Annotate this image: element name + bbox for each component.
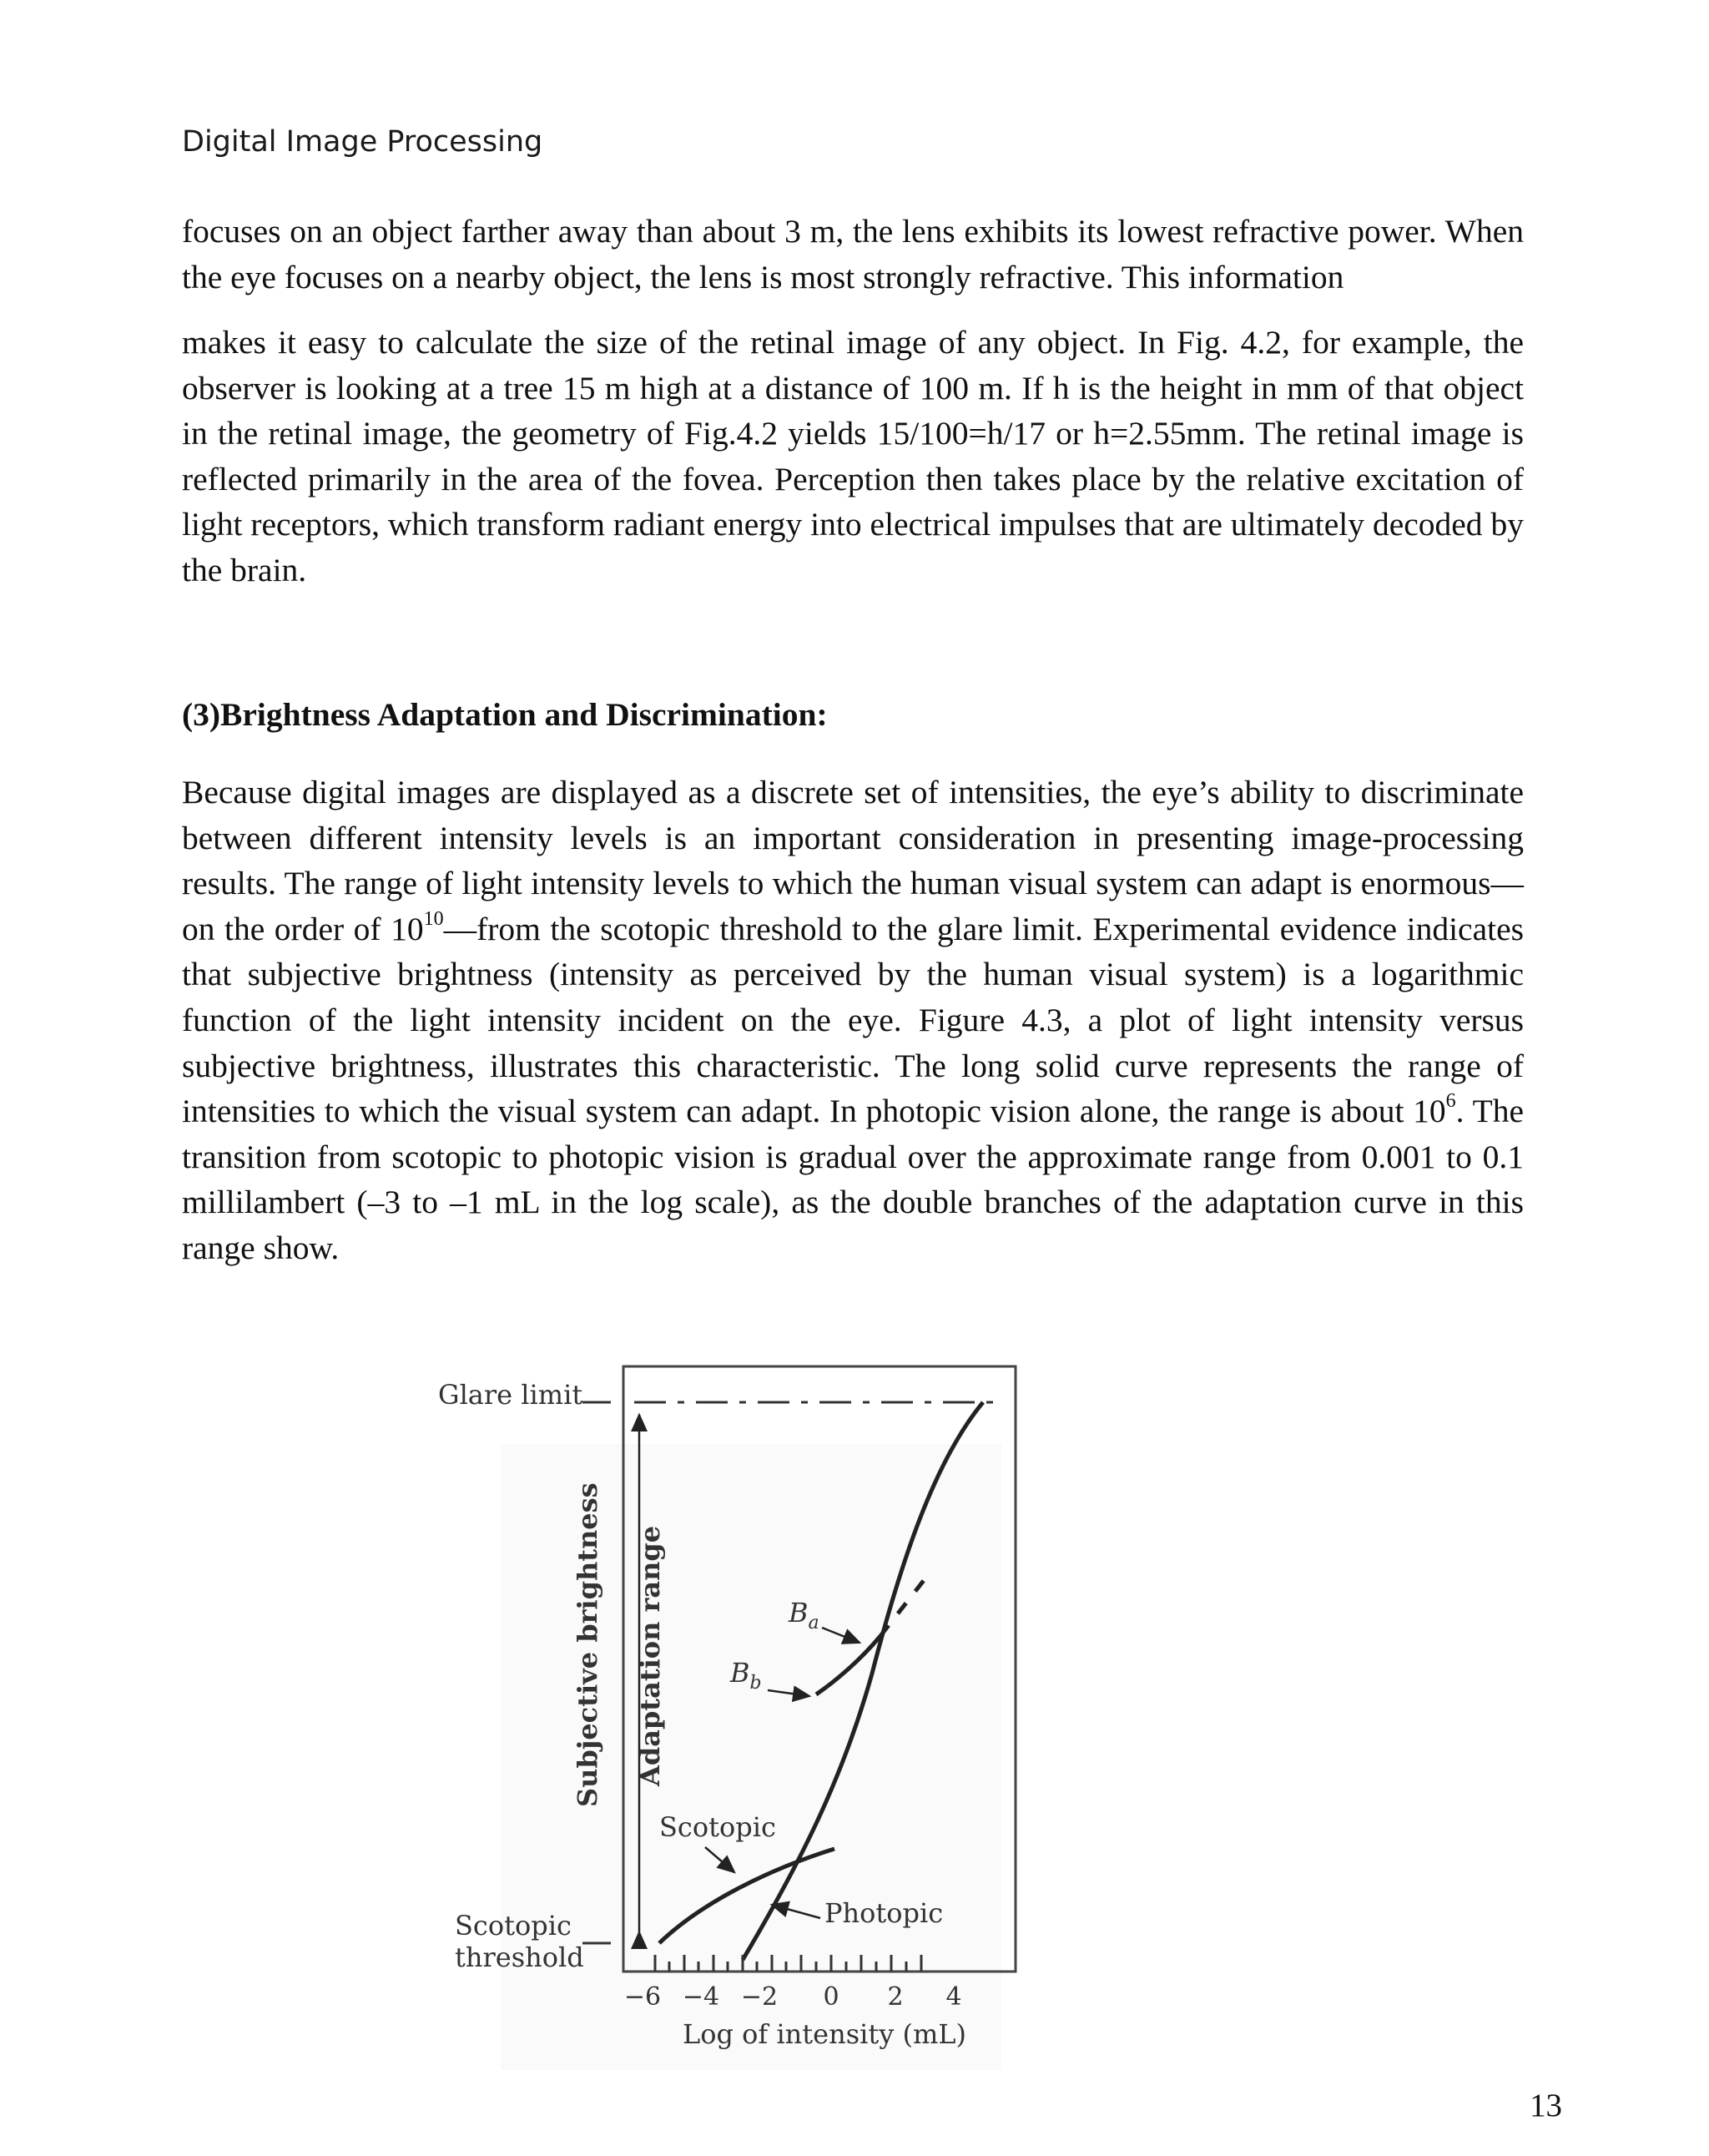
x-axis-label: Log of intensity (mL) [682, 2018, 967, 2050]
photopic-curve-label: Photopic [824, 1897, 944, 1929]
figure-brightness-adaptation [417, 1344, 1068, 2070]
x-tick-label: 0 [823, 1982, 839, 2012]
paragraph-1: focuses on an object farther away than about 3 m, the lens exhibits its lowest refractive power. When the eye focuses on a nearby object, the lens is most strongly refractive. This information [182, 213, 1524, 295]
adaptation-range-label: Adaptation range [634, 1525, 666, 1786]
paragraph-3-part3: . The transition from scotopic to photopic vision is gradual over the approximate range from 0.001 to 0.1 millilambert (–3 to –1 mL in the log scale), as the double branches of the adaptation curve in this range show. [182, 1093, 1524, 1266]
paragraph-2: makes it easy to calculate the size of the retinal image of any object. In Fig. 4.2, for example, the observer is looking at a tree 15 m high at a distance of 100 m. If h is the height in mm of that object in the retinal image, the geometry of Fig.4.2 yields 15/100=h/17 or h=2.55mm. The retinal image is reflected primarily in the area of the fovea. Perception then takes place by the relative excitation of light receptors, which transform radiant energy into electrical impulses that are ultimately decoded by the brain. [182, 324, 1524, 588]
scotopic-curve-label: Scotopic [659, 1811, 776, 1843]
x-tick-label: 4 [945, 1982, 962, 2012]
superscript-10: 10 [423, 907, 444, 930]
x-tick-label: −2 [740, 1982, 779, 2012]
page-number: 13 [1530, 2088, 1562, 2123]
paragraph-3 [182, 770, 1524, 1271]
section-heading: (3)Brightness Adaptation and Discrimination: [182, 696, 828, 733]
page-header: Digital Image Processing [182, 125, 543, 159]
paragraph-3-part2: —from the scotopic threshold to the glare limit. Experimental evidence indicates that subjective brightness (intensity as perceived by the human visual system) is a logarithmic function of the light intensity incident on the eye. Figure 4.3, a plot of light intensity versus subjective brightness, illustrates this characteristic. The long solid curve represents the range of intensities to which the visual system can adapt. In photopic vision alone, the range is about 10 [182, 910, 1524, 1130]
b-a-label: $B_a$ [789, 1597, 819, 1633]
x-tick-label: 2 [887, 1982, 904, 2012]
x-tick-label: −4 [682, 1982, 720, 2012]
scotopic-threshold-label-line2: threshold [455, 1941, 584, 1973]
superscript-6: 6 [1445, 1090, 1456, 1112]
paragraph-3-part1: Because digital images are displayed as a discrete set of intensities, the eye’s ability to discriminate between different intensity levels is an important consideration in presenting image-processing results. The range of light intensity levels to which the human visual system can adapt is enormous—on the order of 10 [182, 774, 1524, 947]
scotopic-threshold-label-line1: Scotopic [455, 1910, 572, 1941]
glare-limit-label: Glare limit [438, 1379, 583, 1411]
b-b-label: $B_b$ [730, 1657, 762, 1694]
y-axis-label-subjective-brightness: Subjective brightness [572, 1482, 603, 1807]
x-tick-label: −6 [623, 1982, 662, 2012]
